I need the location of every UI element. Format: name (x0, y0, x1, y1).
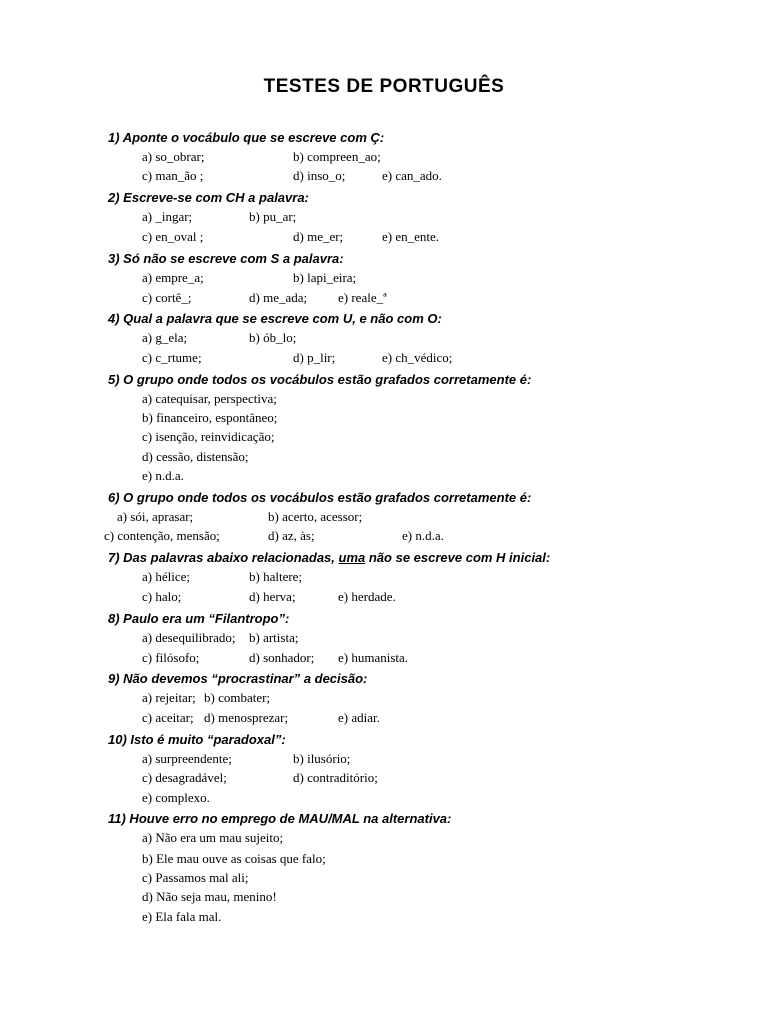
question-2-stem: 2) Escreve-se com CH a palavra: (108, 190, 309, 205)
question-11-option-e: e) Ela fala mal. (142, 909, 222, 924)
question-7-stem (108, 550, 550, 565)
question-4-option-e: e) ch_védico; (382, 350, 453, 365)
question-9-option-b: b) combater; (204, 690, 271, 705)
question-8-option-b: b) artista; (249, 630, 299, 645)
question-2-option-e: e) en_ente. (382, 229, 440, 244)
question-1-stem: 1) Aponte o vocábulo que se escreve com Ç: (108, 130, 385, 145)
question-1-option-d: d) inso_o; (293, 168, 346, 183)
question-8-option-a: a) desequilibrado; (142, 630, 236, 645)
question-3-option-d: d) me_ada; (249, 290, 308, 305)
question-3-option-b: b) lapi_eira; (293, 270, 357, 285)
question-11-stem: 11) Houve erro no emprego de MAU/MAL na alternativa: (108, 811, 452, 826)
question-4-option-b: b) ób_lo; (249, 330, 297, 345)
page-title: TESTES DE PORTUGUÊS (263, 76, 505, 97)
question-7-option-a: a) hélice; (142, 569, 190, 584)
question-2-option-b: b) pu_ar; (249, 209, 297, 224)
question-8-option-e: e) humanista. (338, 650, 409, 665)
question-5-option-b: b) financeiro, espontâneo; (142, 410, 278, 425)
question-3-option-c: c) cortê_; (142, 290, 192, 305)
question-1-option-b: b) compreen_ao; (293, 149, 381, 164)
question-10-option-c: c) desagradável; (142, 770, 227, 785)
question-7-stem-start: 7) Das palavras abaixo relacionadas, (108, 550, 339, 565)
question-5-option-d: d) cessão, distensão; (142, 449, 249, 464)
question-7-option-d: d) herva; (249, 589, 296, 604)
question-10-option-a: a) surpreendente; (142, 751, 232, 766)
question-1-option-a: a) so_obrar; (142, 149, 205, 164)
question-6-stem: 6) O grupo onde todos os vocábulos estão grafados corretamente é: (108, 490, 532, 505)
question-4-option-d: d) p_lir; (293, 350, 336, 365)
question-9-option-a: a) rejeitar; (142, 690, 196, 705)
question-7-option-c: c) halo; (142, 589, 182, 604)
question-11-option-a: a) Não era um mau sujeito; (142, 830, 284, 845)
question-7-stem-end: não se escreve com H inicial: (365, 550, 551, 565)
question-8-stem: 8) Paulo era um “Filantropo”: (108, 611, 290, 626)
question-1-option-e: e) can_ado. (382, 168, 442, 183)
question-7-stem-underlined: uma (338, 550, 366, 565)
question-9-option-d: d) menosprezar; (204, 710, 289, 725)
question-9-option-e: e) adiar. (338, 710, 380, 725)
question-3-stem: 3) Só não se escreve com S a palavra: (108, 251, 344, 266)
question-11-option-c: c) Passamos mal ali; (142, 870, 249, 885)
question-2-option-d: d) me_er; (293, 229, 344, 244)
question-7-option-b: b) haltere; (249, 569, 303, 584)
question-10-option-b: b) ilusório; (293, 751, 351, 766)
question-4-option-a: a) g_ela; (142, 330, 188, 345)
question-6-option-d: d) az, às; (268, 528, 315, 543)
question-5-option-c: c) isenção, reinvidicação; (142, 429, 275, 444)
question-8-option-c: c) filósofo; (142, 650, 200, 665)
question-11-option-b: b) Ele mau ouve as coisas que falo; (142, 851, 326, 866)
question-3-option-e: e) reale_ª (338, 290, 387, 305)
question-4-option-c: c) c_rtume; (142, 350, 202, 365)
question-1-option-c: c) man_ão ; (142, 168, 204, 183)
question-3-option-a: a) empre_a; (142, 270, 204, 285)
question-6-option-a: a) sói, aprasar; (117, 509, 194, 524)
question-4-stem: 4) Qual a palavra que se escreve com U, e não com O: (108, 311, 442, 326)
question-5-option-a: a) catequisar, perspectiva; (142, 391, 277, 406)
question-8-option-d: d) sonhador; (249, 650, 315, 665)
question-6-option-b: b) acerto, acessor; (268, 509, 363, 524)
question-6-option-e: e) n.d.a. (402, 528, 444, 543)
question-10-stem: 10) Isto é muito “paradoxal”: (108, 732, 286, 747)
question-11-option-d: d) Não seja mau, menino! (142, 889, 277, 904)
question-7-option-e: e) herdade. (338, 589, 396, 604)
question-10-option-e: e) complexo. (142, 790, 210, 805)
question-9-stem: 9) Não devemos “procrastinar” a decisão: (108, 671, 368, 686)
question-9-option-c: c) aceitar; (142, 710, 194, 725)
question-5-option-e: e) n.d.a. (142, 468, 184, 483)
question-2-option-c: c) en_oval ; (142, 229, 204, 244)
question-5-stem: 5) O grupo onde todos os vocábulos estão grafados corretamente é: (108, 372, 532, 387)
question-2-option-a: a) _ingar; (142, 209, 193, 224)
question-6-option-c: c) contenção, mensão; (104, 528, 220, 543)
question-10-option-d: d) contraditório; (293, 770, 378, 785)
